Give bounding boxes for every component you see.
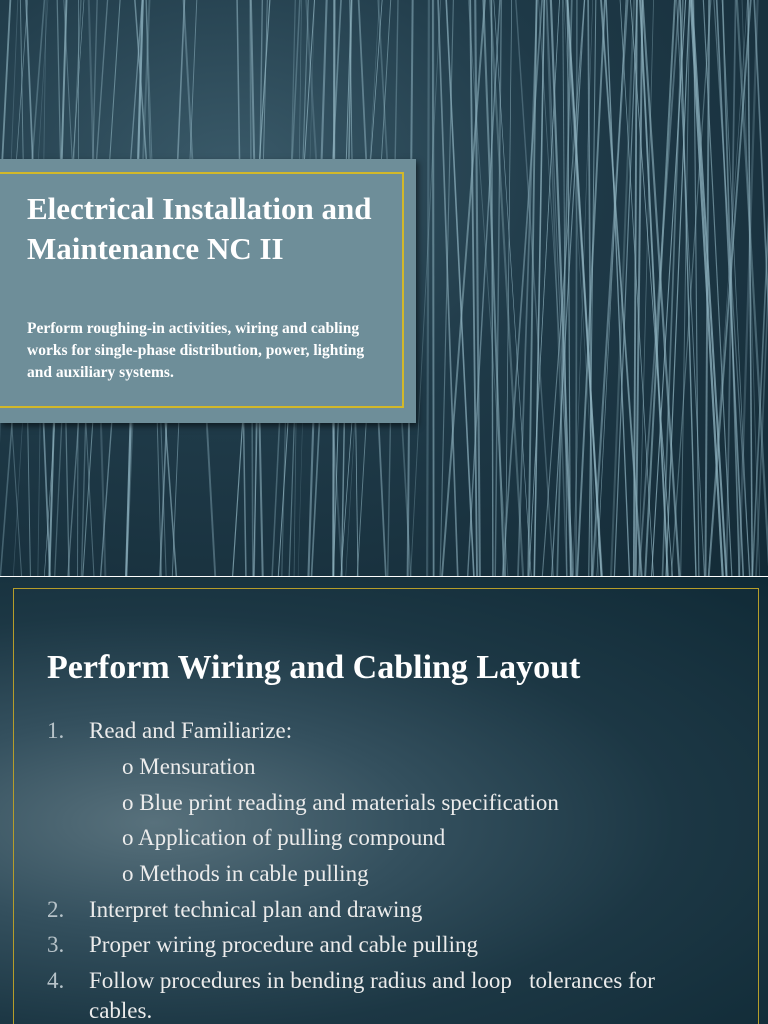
list-item-continuation: cables. (89, 998, 153, 1023)
decorative-line (492, 0, 493, 576)
sub-list-item: o Blue print reading and materials specification (122, 790, 559, 815)
slide-subtitle: Perform roughing-in activities, wiring and cabling works for single-phase distribution, power, lighting and auxiliary systems. (27, 320, 365, 381)
decorative-line (446, 0, 474, 576)
sub-list-item: o Application of pulling compound (122, 825, 446, 850)
content-slide (0, 577, 768, 1024)
list-item: Proper wiring procedure and cable pulling (89, 932, 478, 957)
list-number: 3. (47, 932, 65, 957)
decorative-line (483, 0, 504, 576)
decorative-line (676, 0, 704, 576)
decorative-line (645, 0, 675, 576)
decorative-line (576, 0, 577, 576)
sub-list-item: o Methods in cable pulling (122, 861, 369, 886)
decorative-line (427, 0, 429, 576)
slide-title: Electrical Installation and Maintenance NC II (27, 191, 372, 266)
content-heading: Perform Wiring and Cabling Layout (47, 649, 581, 686)
sub-list-item: o Mensuration (122, 754, 256, 779)
decorative-line (640, 0, 668, 576)
title-box (0, 159, 416, 423)
list-item: Read and Familiarize: (89, 718, 293, 743)
list-item: Interpret technical plan and drawing (89, 897, 423, 922)
decorative-line (440, 0, 454, 576)
decorative-line (494, 0, 532, 576)
decorative-line (467, 0, 500, 576)
decorative-line (433, 0, 434, 576)
list-item: Follow procedures in bending radius and loop tolerances for (89, 968, 655, 993)
decorative-line (722, 0, 750, 576)
decorative-line (566, 0, 603, 576)
list-number: 1. (47, 718, 65, 743)
list-number: 2. (47, 897, 65, 922)
list-number: 4. (47, 968, 65, 993)
